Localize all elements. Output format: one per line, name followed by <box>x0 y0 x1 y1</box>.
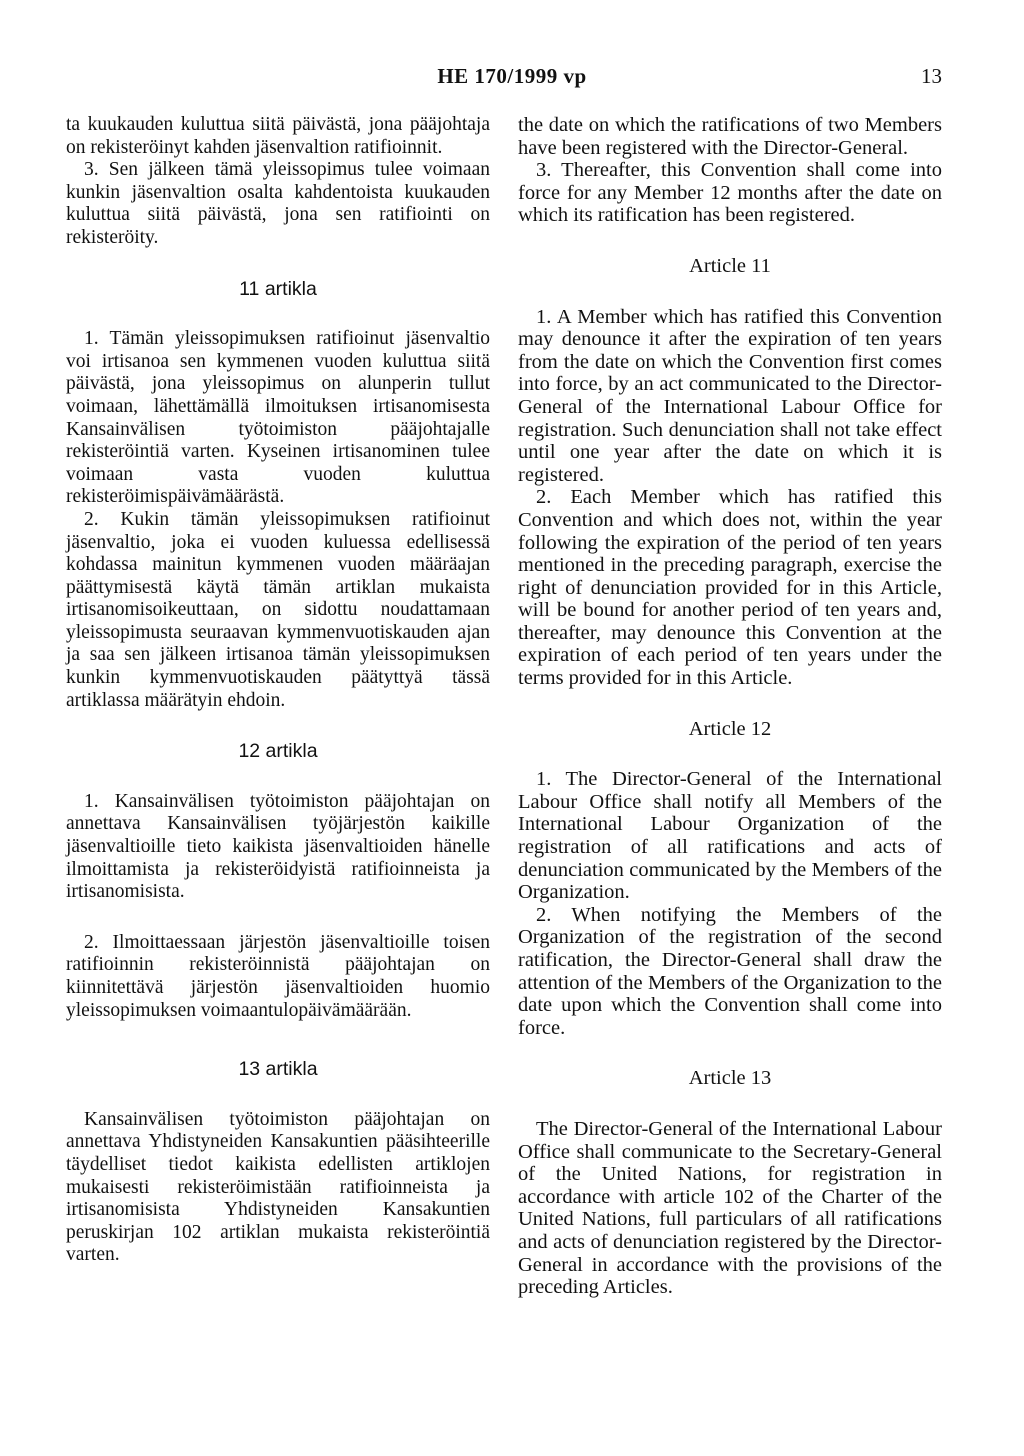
finnish-column <box>66 114 490 1267</box>
english-column <box>518 114 942 1299</box>
article-heading-11: 11 artikla <box>239 277 317 300</box>
paragraph-intro: the date on which the ratifications of two Members have been registered with the Director-General. <box>518 114 942 159</box>
paragraph-13: Kansainvälisen työtoimiston pääjohtajan on annettava Yhdistyneiden Kansakuntien pääsihteerille täydelliset tiedot kaikista edellisten artiklojen mukaisesti rekisteröimistään ratifioinneista ja irtisanomisista Yhdistyneiden Kansakuntien peruskirjan 102 artiklan mukaista rekisteröintiä varten. <box>66 1108 490 1266</box>
document-id: HE 170/1999 vp <box>437 64 587 88</box>
article-heading-13: Article 13 <box>688 1067 772 1090</box>
paragraph-12-1: 1. The Director-General of the International Labour Office shall notify all Members of the International Labour Organization of the registration of all ratifications and acts of denunciation communicated by the Members of the Organization. <box>518 768 942 904</box>
paragraph-10-3: 3. Thereafter, this Convention shall come into force for any Member 12 months after the date on which its ratification has been registered. <box>518 159 942 227</box>
page-header <box>0 64 1024 94</box>
paragraph-12-1: 1. Kansainvälisen työtoimiston pääjohtajan on annettava Kansainvälisen työjärjestön kaikille jäsenvaltioille tieto kaikista jäsenvaltioiden hänelle ilmoittamista ja rekisteröidyistä ratifioinneista ja irtisanomisista. <box>66 790 490 903</box>
paragraph-13: The Director-General of the International Labour Office shall communicate to the Secretary-General of the United Nations, for registration in accordance with article 102 of the Charter of the United Nations, full particulars of all ratifications and acts of denunciation registered by the Director-General in accordance with the provisions of the preceding Articles. <box>518 1117 942 1299</box>
paragraph-11-1: 1. Tämän yleissopimuksen ratifioinut jäsenvaltio voi irtisanoa sen kymmenen vuoden kuluttua siitä päivästä, jona yleissopimus on alunperin tullut voimaan, lähettämällä ilmoituksen irtisanomisesta Kansainvälisen työtoimiston pääjohtajalle rekisteröintiä varten. Kyseinen irtisanominen tulee voimaan vasta vuoden kuluttua rekisteröimispäivämäärästä. <box>66 328 490 508</box>
paragraph-12-2: 2. When notifying the Members of the Organization of the registration of the second ratification, the Director-General shall draw the attention of the Members of the Organization to the date upon which the Convention shall come into force. <box>518 903 942 1039</box>
paragraph-intro: ta kuukauden kuluttua siitä päivästä, jona pääjohtaja on rekisteröinyt kahden jäsenvaltion ratifioinnit. <box>66 114 490 158</box>
article-heading-11: Article 11 <box>689 254 771 277</box>
article-heading-12: Article 12 <box>688 717 772 740</box>
article-heading-12: 12 artikla <box>238 740 318 763</box>
paragraph-11-1: 1. A Member which has ratified this Convention may denounce it after the expiration of ten years from the date on which the Convention first comes into force, by an act communicated to the Director-General of the International Labour Office for registration. Such denunciation shall not take effect until one year after the date on which it is registered. <box>518 305 942 486</box>
article-heading-13: 13 artikla <box>238 1058 318 1081</box>
paragraph-11-2: 2. Kukin tämän yleissopimuksen ratifioinut jäsenvaltio, joka ei vuoden kuluessa edellisessä kohdassa mainitun kymmenen vuoden määräajan päättymisestä käytä tämän artiklan mukaista irtisanomisoikeuttaan, on sidottu noudattamaan yleissopimusta seuraavan kymmenvuotiskauden ajan ja saa sen jälkeen irtisanoa tämän yleissopimuksen kunkin kymmenvuotiskauden päätyttyä tässä artiklassa määrätyin ehdoin. <box>66 508 490 711</box>
paragraph-12-2: 2. Ilmoittaessaan järjestön jäsenvaltioille toisen ratifioinnin rekisteröinnistä pääjohtajan on kiinnitettävä järjestön jäsenvaltioiden huomio yleissopimuksen voimaantulopäivämäärään. <box>66 931 490 1021</box>
paragraph-10-3: 3. Sen jälkeen tämä yleissopimus tulee voimaan kunkin jäsenvaltion osalta kahdentoista kuukauden kuluttua siitä päivästä, jona sen ratifiointi on rekisteröity. <box>66 159 490 248</box>
paragraph-11-2: 2. Each Member which has ratified this Convention and which does not, within the year following the expiration of the period of ten years mentioned in the preceding paragraph, exercise the right of denunciation provided for in this Article, will be bound for another period of ten years and, thereafter, may denounce this Convention at the expiration of each period of ten years under the terms provided for in this Article. <box>518 486 942 690</box>
page-number: 13 <box>921 64 942 88</box>
